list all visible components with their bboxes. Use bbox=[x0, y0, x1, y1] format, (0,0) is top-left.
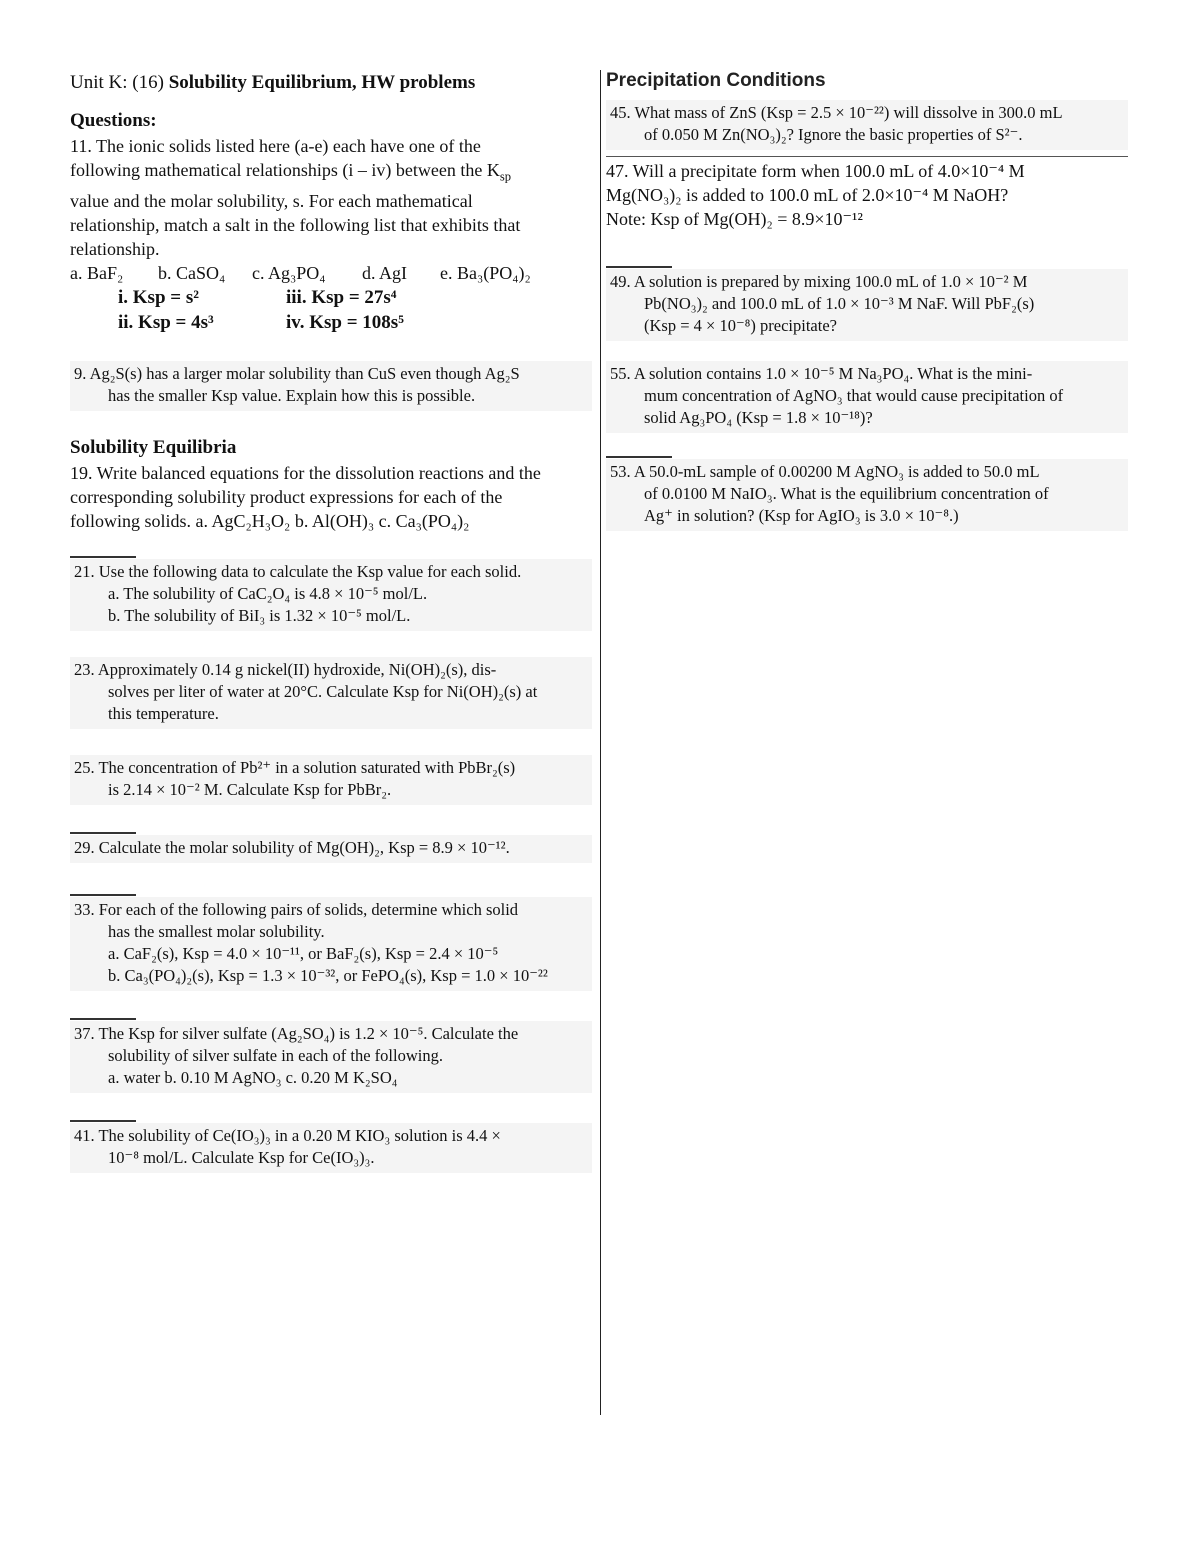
relation-ii: ii. Ksp = 4s³ bbox=[118, 311, 214, 333]
q11-line: relationship, match a salt in the following list that exhibits that bbox=[70, 214, 521, 235]
q49-line: Pb(NO₃)₂ and 100.0 mL of 1.0 × 10⁻³ M NaF. Will PbF₂(s) bbox=[644, 294, 1035, 313]
q19-line: following solids. a. AgC₂H₃O₂ b. Al(OH)₃ c. Ca₃(PO₄)₂ bbox=[70, 510, 470, 531]
q55-line: mum concentration of AgNO₃ that would cause precipitation of bbox=[644, 386, 1064, 405]
q33-line: has the smallest molar solubility. bbox=[108, 921, 325, 941]
question-45 bbox=[606, 100, 1128, 150]
column-divider bbox=[600, 70, 601, 1415]
question-9 bbox=[70, 361, 592, 411]
q53-line: Ag⁺ in solution? (Ksp for AgIO₃ is 3.0 × 10⁻⁸.) bbox=[644, 506, 959, 525]
q45-line: 45. What mass of ZnS (Ksp = 2.5 × 10⁻²²) will dissolve in 300.0 mL bbox=[610, 103, 1063, 122]
q33-line: 33. For each of the following pairs of solids, determine which solid bbox=[74, 899, 519, 919]
q9-line: 9. Ag₂S(s) has a larger molar solubility than CuS even though Ag₂S bbox=[74, 363, 520, 383]
q37-line: a. water b. 0.10 M AgNO₃ c. 0.20 M K₂SO₄ bbox=[108, 1067, 398, 1087]
q23-line: solves per liter of water at 20°C. Calculate Ksp for Ni(OH)₂(s) at bbox=[108, 681, 538, 701]
q55-line: 55. A solution contains 1.0 × 10⁻⁵ M Na₃PO₄. What is the mini- bbox=[610, 364, 1033, 383]
q21-line: a. The solubility of CaC₂O₄ is 4.8 × 10⁻⁵ mol/L. bbox=[108, 583, 428, 603]
q49-line: 49. A solution is prepared by mixing 100.0 mL of 1.0 × 10⁻² M bbox=[610, 272, 1028, 291]
question-53 bbox=[606, 459, 1128, 531]
q41-line: 10⁻⁸ mol/L. Calculate Ksp for Ce(IO₃)₃. bbox=[108, 1147, 375, 1167]
relation-iv: iv. Ksp = 108s⁵ bbox=[286, 311, 404, 333]
right-column bbox=[606, 66, 1128, 531]
q47-line: Mg(NO₃)₂ is added to 100.0 mL of 2.0×10⁻⁴ M NaOH? bbox=[606, 185, 1009, 205]
q37-line: solubility of silver sulfate in each of the following. bbox=[108, 1045, 443, 1065]
q19-line: corresponding solubility product expressions for each of the bbox=[70, 486, 503, 507]
question-29 bbox=[70, 835, 592, 863]
question-55 bbox=[606, 361, 1128, 433]
choice-d: d. AgI bbox=[362, 262, 407, 283]
q25-line: is 2.14 × 10⁻² M. Calculate Ksp for PbBr₂. bbox=[108, 779, 392, 799]
left-column bbox=[70, 66, 592, 1173]
q33-line: b. Ca₃(PO₄)₂(s), Ksp = 1.3 × 10⁻³², or FePO₄(s), Ksp = 1.0 × 10⁻²² bbox=[108, 965, 548, 985]
q11-line: 11. The ionic solids listed here (a-e) each have one of the bbox=[70, 136, 481, 156]
question-19 bbox=[70, 461, 592, 533]
title-bold: Solubility Equilibrium, HW problems bbox=[168, 72, 476, 93]
question-49 bbox=[606, 269, 1128, 341]
q47-line: Note: Ksp of Mg(OH)₂ = 8.9×10⁻¹² bbox=[606, 209, 863, 229]
relations-grid bbox=[118, 285, 592, 335]
q23-line: this temperature. bbox=[108, 703, 219, 723]
choice-a: a. BaF₂ bbox=[70, 262, 124, 283]
q33-line: a. CaF₂(s), Ksp = 4.0 × 10⁻¹¹, or BaF₂(s), Ksp = 2.4 × 10⁻⁵ bbox=[108, 943, 499, 963]
question-37 bbox=[70, 1021, 592, 1093]
question-21 bbox=[70, 559, 592, 631]
q19-line: 19. Write balanced equations for the dissolution reactions and the bbox=[70, 462, 541, 483]
relation-i: i. Ksp = s² bbox=[118, 286, 199, 308]
q53-line: of 0.0100 M NaIO₃. What is the equilibrium concentration of bbox=[644, 484, 1049, 503]
q29-line: 29. Calculate the molar solubility of Mg(OH)₂, Ksp = 8.9 × 10⁻¹². bbox=[74, 837, 510, 857]
question-11 bbox=[70, 134, 592, 261]
q53-line: 53. A 50.0-mL sample of 0.00200 M AgNO₃ is added to 50.0 mL bbox=[610, 462, 1040, 481]
q21-line: b. The solubility of BiI₃ is 1.32 × 10⁻⁵ mol/L. bbox=[108, 605, 411, 625]
q23-line: 23. Approximately 0.14 g nickel(II) hydroxide, Ni(OH)₂(s), dis- bbox=[74, 659, 497, 679]
question-23 bbox=[70, 657, 592, 729]
q21-line: 21. Use the following data to calculate the Ksp value for each solid. bbox=[74, 561, 522, 581]
choice-b: b. CaSO₄ bbox=[158, 262, 226, 283]
question-47 bbox=[606, 156, 1128, 231]
q11-line: value and the molar solubility, s. For each mathematical bbox=[70, 190, 473, 211]
q11-line: relationship. bbox=[70, 238, 160, 259]
questions-heading: Questions: bbox=[70, 110, 157, 131]
q45-line: of 0.050 M Zn(NO₃)₂? Ignore the basic properties of S²⁻. bbox=[644, 125, 1023, 144]
question-25 bbox=[70, 755, 592, 805]
choice-e: e. Ba₃(PO₄)₂ bbox=[440, 262, 531, 283]
precipitation-heading: Precipitation Conditions bbox=[606, 70, 826, 91]
q9-line: has the smaller Ksp value. Explain how this is possible. bbox=[108, 385, 476, 405]
q49-line: (Ksp = 4 × 10⁻⁸) precipitate? bbox=[644, 316, 837, 335]
relation-iii: iii. Ksp = 27s⁴ bbox=[286, 286, 397, 308]
q41-line: 41. The solubility of Ce(IO₃)₃ in a 0.20 M KIO₃ solution is 4.4 × bbox=[74, 1125, 501, 1145]
q11-choices bbox=[70, 261, 592, 285]
q11-line: following mathematical relationships (i – iv) between the $K_{sp}$ bbox=[70, 160, 512, 184]
q47-line: 47. Will a precipitate form when 100.0 mL of 4.0×10⁻⁴ M bbox=[606, 161, 1025, 181]
q55-line: solid Ag₃PO₄ (Ksp = 1.8 × 10⁻¹⁸)? bbox=[644, 408, 873, 427]
question-41 bbox=[70, 1123, 592, 1173]
solubility-heading: Solubility Equilibria bbox=[70, 436, 237, 458]
q25-line: 25. The concentration of Pb²⁺ in a solution saturated with PbBr₂(s) bbox=[74, 757, 516, 777]
q37-line: 37. The Ksp for silver sulfate (Ag₂SO₄) is 1.2 × 10⁻⁵. Calculate the bbox=[74, 1023, 519, 1043]
title-prefix: Unit K: (16) bbox=[70, 72, 169, 93]
question-33 bbox=[70, 897, 592, 991]
choice-c: c. Ag₃PO₄ bbox=[252, 262, 326, 283]
page-title bbox=[70, 72, 592, 94]
